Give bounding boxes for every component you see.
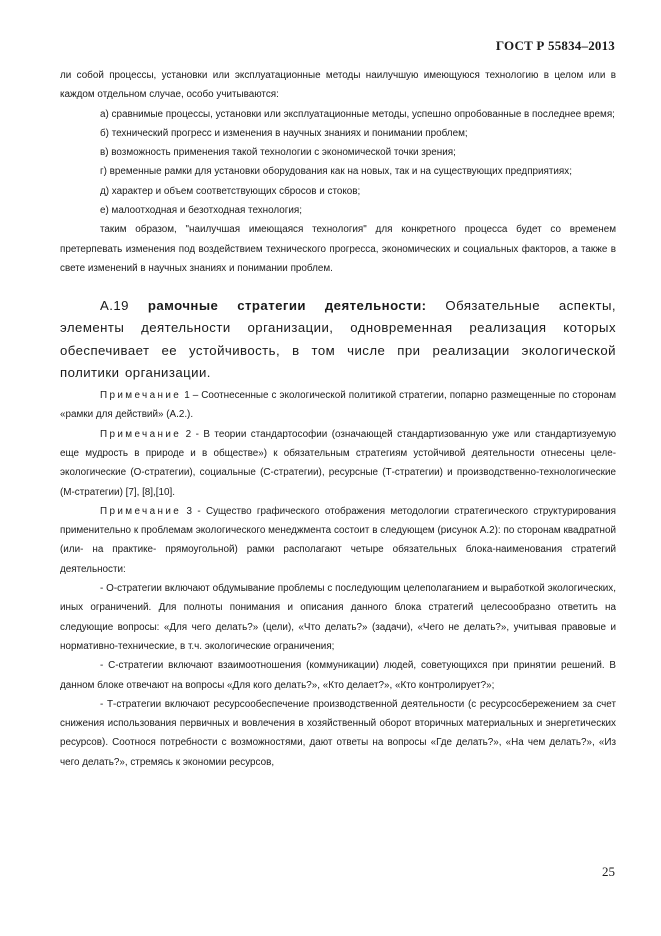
list-item-a: а) сравнимые процессы, установки или эксплуатационные методы, успешно опробованные в последнее время; bbox=[100, 108, 615, 120]
strategy-c: - С-стратегии включают взаимоотношения (коммуникации) людей, советующихся при принятии решений. В данном блоке отвечают на вопросы «Для кого делать?», «Кто делает?», «Кто контролирует?»; bbox=[60, 660, 616, 691]
note-text: 3 - Существо графического отображения методологии стратегического структурирования применительно к проблемам экологического менеджмента состоит в следующем (рисунок А.2): по сторонам квадратной (или- на практике- прямоугольной) рамки располагают четыре обязательных блока-наименования стратегий деятельности: bbox=[60, 505, 616, 575]
strategy-t: - Т-стратегии включают ресурсообеспечение производственной деятельности (с ресурсосбережением за счет снижения использования первичных и вовлечения в хозяйственный оборот вторичных материальных и энергетических ресурсов). Соотнося потребности с возможностями, дают ответы на вопросы «Где делать?», «На чем делать?», «Из чего делать?», стремясь к экономии ресурсов, bbox=[60, 698, 616, 768]
definition-term: рамочные стратегии деятельности: bbox=[147, 298, 427, 314]
list-item-b: б) технический прогресс и изменения в научных знаниях и понимании проблем; bbox=[100, 127, 468, 139]
definition-number: А.19 bbox=[100, 298, 129, 314]
paragraph-continuation: ли собой процессы, установки или эксплуатационные методы наилучшую имеющуюся технологию в целом или в каждом отдельном случае, особо учитываются: bbox=[60, 70, 616, 101]
standard-header: ГОСТ Р 55834–2013 bbox=[495, 38, 615, 53]
definition-text: Обязательные аспекты, элементы деятельности организации, одновременная реализация которых обеспечивает ее устойчивость, в том числе при реализации экологической политики организации. bbox=[60, 298, 616, 380]
strategy-o: - О-стратегии включают обдумывание проблемы с последующим целеполаганием и выработкой экологических, иных ограничений. Для полноты понимания и описания данного блока стратегий целесообразно ответить на следующие вопросы: «Для чего делать?» (цели), «Что делать?» (задачи), «Чего не делать?», учитывая правовые и нормативно-технические, в т.ч. экологические ограничения; bbox=[60, 583, 616, 652]
note-text: 1 – Соотнесенные с экологической политикой стратегии, попарно размещенные по сторонам «рамки для действий» (А.2.). bbox=[60, 390, 616, 421]
list-item-g: г) временные рамки для установки оборудования как на новых, так и на существующих предприятиях; bbox=[100, 166, 572, 178]
list-item-d: д) характер и объем соответствующих сбросов и стоков; bbox=[100, 185, 361, 197]
definition-a19 bbox=[60, 295, 616, 384]
note-2 bbox=[60, 425, 616, 502]
paragraph-conclusion: таким образом, "наилучшая имеющаяся технология" для конкретного процесса будет со временем претерпевать изменения под воздействием технического прогресса, экономических и социальных факторов, а также в свете изменений в научных знаниях и понимании проблем. bbox=[60, 224, 616, 274]
note-label: Примечание bbox=[100, 428, 182, 440]
note-label: Примечание bbox=[100, 390, 182, 402]
document-body bbox=[60, 66, 616, 772]
note-text: 2 - В теории стандартософии (означающей стандартизованную уже или стандартизуемую еще мудрость в природе и в обществе») к обязательным стратегиям устойчивой деятельности отнесены целе-экологические (О-стратегии), социальные (С-стратегии), ресурсные (Т-стратегии) и производственно-технологические (М-стратегии) [7], [8],[10]. bbox=[60, 428, 616, 498]
list-item-v: в) возможность применения такой технологии с экономической точки зрения; bbox=[100, 147, 456, 159]
page-number: 25 bbox=[602, 864, 615, 879]
list-item-e: е) малоотходная и безотходная технология; bbox=[100, 205, 302, 217]
note-1 bbox=[60, 386, 616, 425]
note-3 bbox=[60, 502, 616, 579]
note-label: Примечание bbox=[100, 505, 182, 517]
